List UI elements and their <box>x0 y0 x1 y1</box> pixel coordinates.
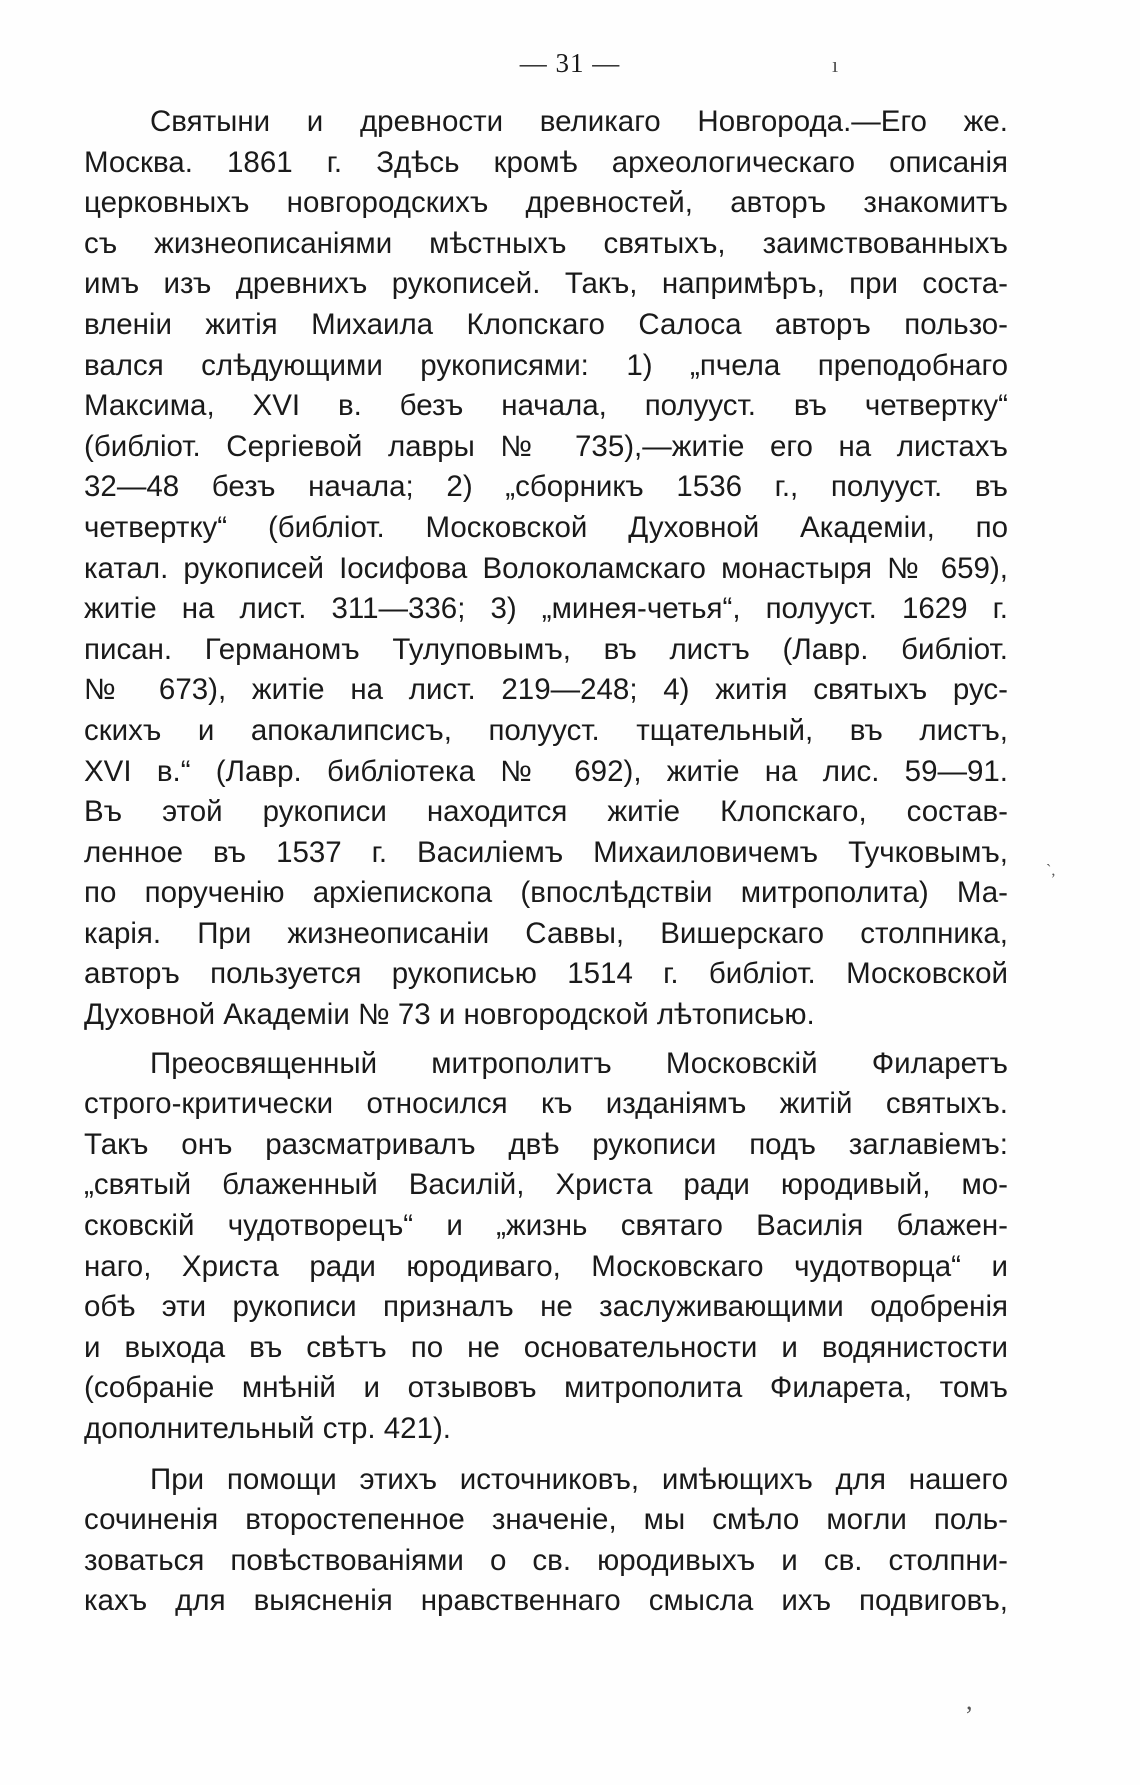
text-line: Въ этой рукописи находится житіе Клопскаго, состав- <box>84 795 1008 829</box>
text-line: карія. При жизнеописаніи Саввы, Вишерскаго столпника, <box>84 916 1008 950</box>
paragraph-1 <box>84 102 1008 1036</box>
text-line: (библіот. Сергіевой лавры № 735),—житіе его на листахъ <box>84 429 1008 463</box>
text-line: наго, Христа ради юродиваго, Московскаго чудотворца“ и <box>84 1249 1008 1283</box>
text-line: житіе на лист. 311—336; 3) „минея-четья“, полууст. 1629 г. <box>84 592 1008 626</box>
text-line: „святый блаженный Василій, Христа ради юродивый, мо- <box>84 1168 1008 1202</box>
text-line: церковныхъ новгородскихъ древностей, авторъ знакомитъ <box>84 186 1008 220</box>
body-text <box>84 102 1008 1622</box>
paragraph-2 <box>84 1044 1008 1450</box>
text-line: № 673), житіе на лист. 219—248; 4) житія святыхъ рус- <box>84 673 1008 707</box>
text-line: по порученію архіепископа (впослѣдствіи митрополита) Ма- <box>84 876 1008 910</box>
text-line: Святыни и древности великаго Новгорода.—Его же. <box>150 105 1008 138</box>
text-line: Максима, XVI в. безъ начала, полууст. въ четвертку“ <box>84 389 1008 423</box>
text-line: дополнительный стр. 421). <box>84 1412 451 1445</box>
text-line: обѣ эти рукописи призналъ не заслуживающими одобренія <box>84 1290 1008 1324</box>
text-line: ленное въ 1537 г. Василіемъ Михаиловичемъ Тучковымъ, <box>84 835 1008 869</box>
text-line: XVI в.“ (Лавр. библіотека № 692), житіе на лис. 59—91. <box>84 754 1008 788</box>
text-line: сковскій чудотворецъ“ и „жизнь святаго Василія блажен- <box>84 1209 1008 1243</box>
text-line: Такъ онъ разсматривалъ двѣ рукописи подъ заглавіемъ: <box>84 1127 1008 1161</box>
text-line: Преосвященный митрополитъ Московскій Филаретъ <box>150 1046 1008 1080</box>
text-line: сочиненія второстепенное значеніе, мы смѣло могли поль- <box>84 1503 1008 1537</box>
text-line: Москва. 1861 г. Здѣсь кромѣ археологическаго описанія <box>84 145 1008 179</box>
paragraph-3 <box>84 1460 1008 1622</box>
text-line: писан. Германомъ Тулуповымъ, въ листъ (Лавр. библіот. <box>84 632 1008 666</box>
text-line: 32—48 безъ начала; 2) „сборникъ 1536 г., полууст. въ <box>84 470 1008 504</box>
text-line: строго-критически относился къ изданіямъ житій святыхъ. <box>84 1087 1008 1121</box>
text-line: Духовной Академіи № 73 и новгородской лѣтописью. <box>84 998 815 1032</box>
text-line: кахъ для выясненія нравственнаго смысла ихъ подвиговъ, <box>84 1584 1008 1618</box>
text-line: имъ изъ древнихъ рукописей. Такъ, напримѣръ, при соста- <box>84 267 1008 301</box>
text-line: катал. рукописей Іосифова Волоколамскаго монастыря № 659), <box>84 551 1008 585</box>
page-number: — 31 — <box>519 48 621 78</box>
stray-mark-top: ı <box>832 52 839 77</box>
text-line: зоваться повѣствованіями о св. юродивыхъ и св. столпни- <box>84 1543 1008 1577</box>
stray-mark-bottom: , <box>966 1686 973 1715</box>
text-line: скихъ и апокалипсисъ, полууст. тщательный, въ листъ, <box>84 713 1008 747</box>
text-line: (собраніе мнѣній и отзывовъ митрополита Филарета, томъ <box>84 1371 1008 1405</box>
stray-mark-side: `, <box>1046 862 1056 879</box>
text-line: вленіи житія Михаила Клопскаго Салоса авторъ пользо- <box>84 307 1008 341</box>
text-line: съ жизнеописаніями мѣстныхъ святыхъ, заимствованныхъ <box>84 226 1008 260</box>
text-line: четвертку“ (библіот. Московской Духовной Академіи, по <box>84 510 1008 544</box>
text-line: авторъ пользуется рукописью 1514 г. библіот. Московской <box>84 957 1008 991</box>
text-line: и выхода въ свѣтъ по не основательности и водянистости <box>84 1330 1008 1364</box>
text-line: вался слѣдующими рукописями: 1) „пчела преподобнаго <box>84 348 1008 382</box>
text-line: При помощи этихъ источниковъ, имѣющихъ для нашего <box>150 1462 1008 1496</box>
